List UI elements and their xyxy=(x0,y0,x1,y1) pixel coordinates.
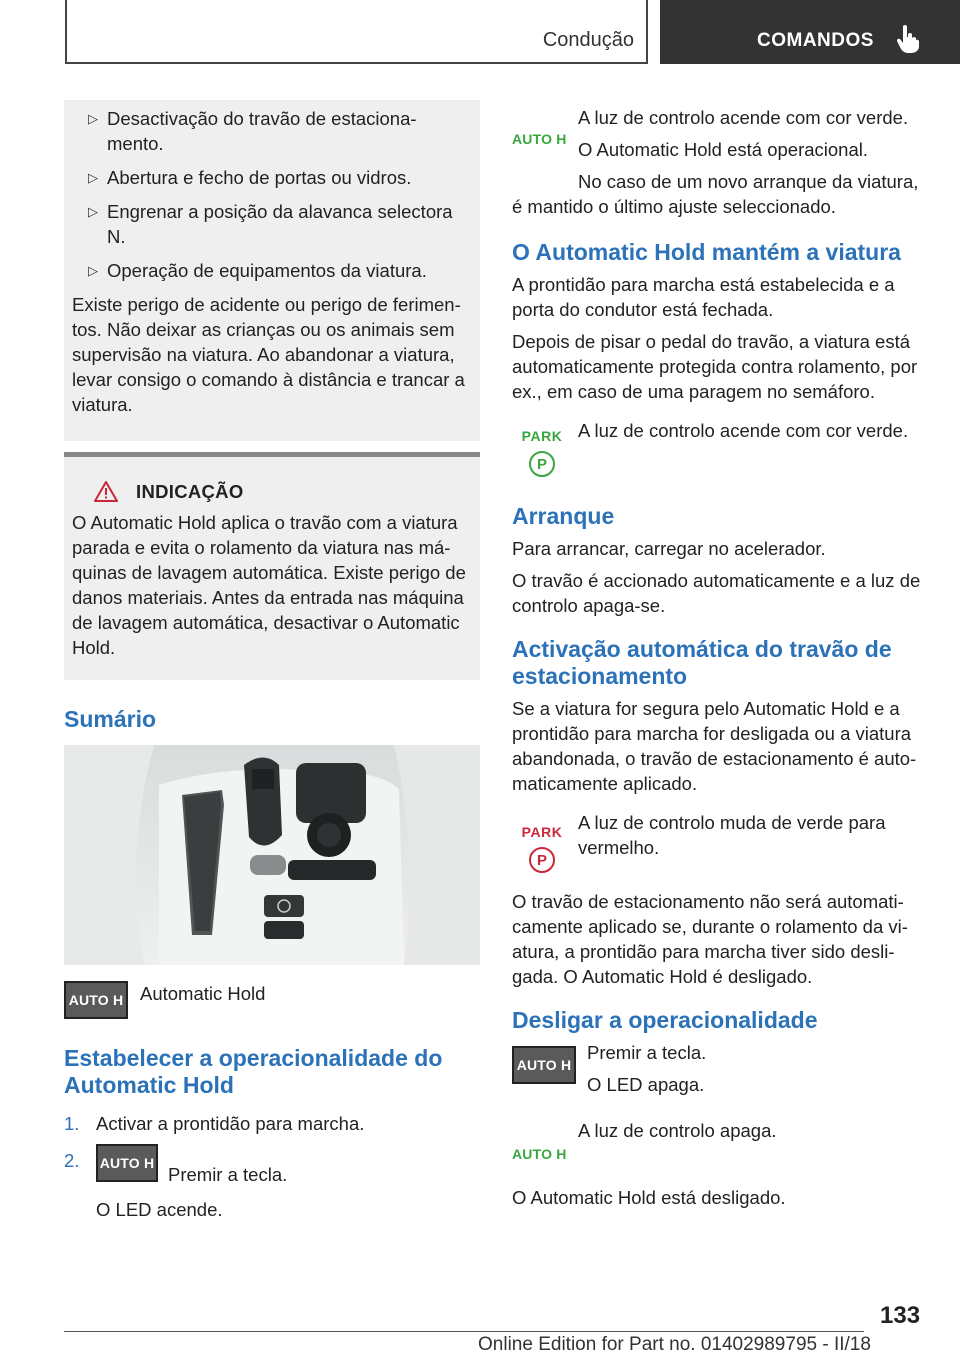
footer-edition: Online Edition for Part no. 01402989795 - II/18 xyxy=(478,1334,871,1355)
step-number: 2. xyxy=(64,1150,80,1171)
warning-triangle-icon xyxy=(94,481,118,502)
warning-box xyxy=(64,100,480,441)
park-red-text: A luz de controlo muda de verde para vermelho. xyxy=(578,812,886,858)
triangle-bullet-icon: ▷ xyxy=(88,111,98,126)
park-green-indicator-icon: PARK P xyxy=(512,424,572,477)
off-final-text: O Automatic Hold está desligado. xyxy=(512,1187,786,1208)
auto-h-green-row xyxy=(512,105,926,194)
right-column xyxy=(512,105,926,1217)
start-heading: Arranque xyxy=(512,503,615,529)
park-green-text: A luz de controlo acende com cor verde. xyxy=(578,420,909,441)
list-item xyxy=(64,1111,480,1136)
header-section-title: Condução xyxy=(542,29,634,51)
triangle-bullet-icon: ▷ xyxy=(88,263,98,278)
header-section-box xyxy=(65,0,648,64)
list-item xyxy=(64,1148,480,1187)
note-title: INDICAÇÃO xyxy=(136,481,244,502)
park-red-indicator-icon: PARK P xyxy=(512,820,572,873)
list-item: ▷ Abertura e fecho de portas ou vidros. xyxy=(88,167,412,188)
header-chapter-title: COMANDOS xyxy=(757,30,874,51)
green-light-text: A luz de controlo acende com cor verde. xyxy=(578,107,909,128)
header-chapter-box xyxy=(660,0,960,64)
warning-bullet-list xyxy=(72,106,472,283)
auto-h-button-icon: AUTO H xyxy=(64,981,128,1019)
pointing-hand-icon xyxy=(896,24,920,54)
warning-text: Existe perigo de acidente ou perigo de ferimen-tos. Não deixar as crianças ou os animais sem supervisão na viatura. Ao abandonar a viatura, levar consigo o comando à distância e trancar a viatura. xyxy=(72,294,465,415)
step-number: 1. xyxy=(64,1113,80,1134)
setup-steps xyxy=(64,1111,480,1222)
step-text: Activar a prontidão para marcha. xyxy=(96,1113,365,1134)
start-paragraph-2: O travão é accionado automaticamente e a luz de controlo apaga-se. xyxy=(512,570,921,616)
left-column xyxy=(64,100,480,1234)
off-led-text: O LED apaga. xyxy=(587,1074,705,1095)
summary-heading: Sumário xyxy=(64,706,157,732)
hold-paragraph-1: A prontidão para marcha está estabelecida e a porta do condutor está fechada. xyxy=(512,274,895,320)
park-green-row xyxy=(512,418,926,477)
restart-text: No caso de um novo arranque da viatura, xyxy=(578,171,919,192)
list-item: ▷ Desactivação do travão de estaciona-mento. xyxy=(88,108,417,154)
note-box xyxy=(64,452,480,680)
setup-heading: Estabelecer a operacionalidade do Automatic Hold xyxy=(64,1045,443,1098)
triangle-bullet-icon: ▷ xyxy=(88,170,98,185)
summary-caption-row xyxy=(64,981,480,1019)
off-light-text: A luz de controlo apaga. xyxy=(578,1120,777,1141)
auto-park-paragraph-2: O travão de estacionamento não será automati-camente aplicado se, durante o rolamento da vi-atura, a prontidão para marcha tiver sido desli-gada. O Automatic Hold é desligado. xyxy=(512,891,908,987)
hold-paragraph-2: Depois de pisar o pedal do travão, a viatura está automaticamente protegida contra rolamento, por ex., em caso de uma paragem no semáforo. xyxy=(512,331,918,402)
park-red-row xyxy=(512,810,926,873)
center-console-photo xyxy=(64,745,480,965)
triangle-bullet-icon: ▷ xyxy=(88,204,98,219)
footer-divider xyxy=(64,1331,864,1332)
start-paragraph-1: Para arrancar, carregar no acelerador. xyxy=(512,538,826,559)
auto-h-green-indicator-icon: AUTO H xyxy=(512,1146,567,1162)
hold-operational-text: O Automatic Hold está operacional. xyxy=(578,139,868,160)
auto-h-green-indicator-icon: AUTO H xyxy=(512,131,567,147)
summary-caption: Automatic Hold xyxy=(140,983,266,1004)
auto-h-button-icon: AUTO H xyxy=(512,1046,576,1084)
hold-heading: O Automatic Hold mantém a viatura xyxy=(512,239,901,265)
off-light-row xyxy=(512,1118,926,1167)
list-item: ▷ Engrenar a posição da alavanca selectora N. xyxy=(88,201,453,247)
list-item: ▷ Operação de equipamentos da viatura. xyxy=(88,260,427,281)
off-press-text: Premir a tecla. xyxy=(587,1042,707,1063)
auto-park-heading: Activação automática do travão de estacionamento xyxy=(512,636,892,689)
step-text: Premir a tecla. xyxy=(168,1164,288,1185)
note-text: O Automatic Hold aplica o travão com a viatura parada e evita o rolamento da viatura nas má-quinas de lavagem automática. Existe perigo de danos materiais. Antes da entrada nas máquina de lavagem automática, desactivar o Automatic Hold. xyxy=(72,512,466,658)
page-number: 133 xyxy=(880,1302,921,1329)
step-result: O LED acende. xyxy=(96,1199,223,1220)
auto-park-paragraph-1: Se a viatura for segura pelo Automatic Hold e a prontidão para marcha for desligada ou a viatura abandonada, o travão de estacionamento é auto-maticamente aplicado. xyxy=(512,698,917,794)
off-heading: Desligar a operacionalidade xyxy=(512,1007,818,1033)
note-header xyxy=(72,479,472,504)
restart-text-tail: é mantido o último ajuste seleccionado. xyxy=(512,196,836,217)
auto-h-button-icon: AUTO H xyxy=(96,1144,158,1182)
off-press-row xyxy=(512,1040,926,1104)
